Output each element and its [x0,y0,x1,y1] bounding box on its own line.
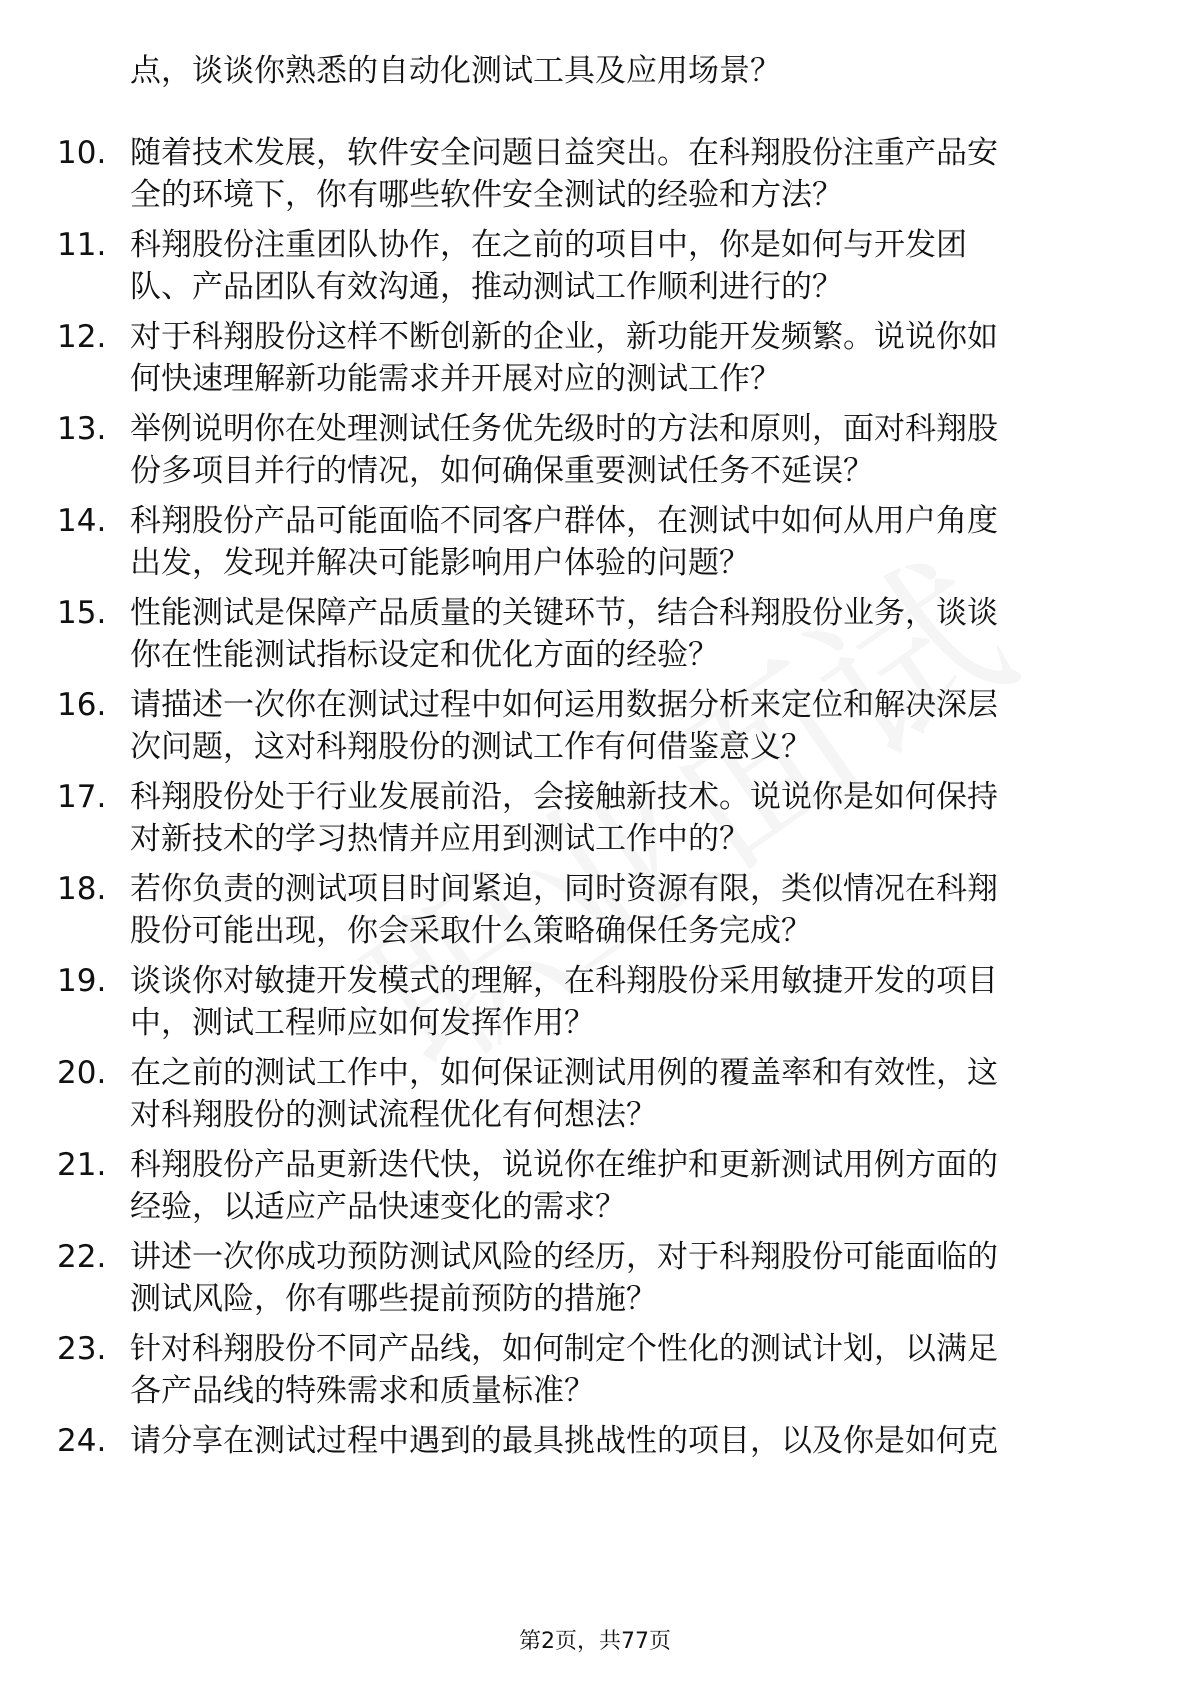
question-text [130,1052,1130,1136]
question-text-line: 请分享在测试过程中遇到的最具挑战性的项目，以及你是如何克 [130,1423,998,1459]
question-item [0,960,1190,1052]
question-text-line: 科翔股份产品更新迭代快，说说你在维护和更新测试用例方面的 [130,1147,998,1183]
question-number: 15. [57,595,107,631]
question-list [0,132,1190,1512]
question-text-line: 科翔股份处于行业发展前沿，会接触新技术。说说你是如何保持 [130,779,998,815]
question-text-line: 中，测试工程师应如何发挥作用？ [130,1005,595,1041]
question-item [0,868,1190,960]
question-text-line: 针对科翔股份不同产品线，如何制定个性化的测试计划，以满足 [130,1331,998,1367]
question-number: 24. [57,1423,107,1459]
question-item [0,1328,1190,1420]
question-text-line: 队、产品团队有效沟通，推动测试工作顺利进行的？ [130,269,843,305]
question-text [130,684,1130,768]
question-number: 18. [57,871,107,907]
question-item [0,592,1190,684]
question-text-line: 科翔股份注重团队协作，在之前的项目中，你是如何与开发团 [130,227,967,263]
question-text [130,132,1130,216]
question-text-line: 全的环境下，你有哪些软件安全测试的经验和方法？ [130,177,843,213]
question-text-line: 测试风险，你有哪些提前预防的措施？ [130,1281,657,1317]
question-text [130,1144,1130,1228]
question-number: 17. [57,779,107,815]
question-number: 20. [57,1055,107,1091]
question-text [130,868,1130,952]
question-text-line: 对于科翔股份这样不断创新的企业，新功能开发频繁。说说你如 [130,319,998,355]
question-item [0,1144,1190,1236]
question-text-line: 若你负责的测试项目时间紧迫，同时资源有限，类似情况在科翔 [130,871,998,907]
question-number: 19. [57,963,107,999]
question-item [0,408,1190,500]
question-item [0,1236,1190,1328]
question-text-line: 讲述一次你成功预防测试风险的经历，对于科翔股份可能面临的 [130,1239,998,1275]
question-text [130,1236,1130,1320]
question-number: 13. [57,411,107,447]
question-item [0,776,1190,868]
question-item [0,684,1190,776]
question-text-line: 谈谈你对敏捷开发模式的理解，在科翔股份采用敏捷开发的项目 [130,963,998,999]
question-text [130,316,1130,400]
question-text-line: 股份可能出现，你会采取什么策略确保任务完成？ [130,913,812,949]
question-text [130,224,1130,308]
question-number: 21. [57,1147,107,1183]
question-text-line: 在之前的测试工作中，如何保证测试用例的覆盖率和有效性，这 [130,1055,998,1091]
question-text [130,776,1130,860]
question-text-line: 请描述一次你在测试过程中如何运用数据分析来定位和解决深层 [130,687,998,723]
question-text-line: 出发，发现并解决可能影响用户体验的问题？ [130,545,750,581]
question-number: 16. [57,687,107,723]
question-text-line: 各产品线的特殊需求和质量标准？ [130,1373,595,1409]
question-text-line: 经验，以适应产品快速变化的需求？ [130,1189,626,1225]
question-number: 10. [57,135,107,171]
question-text-line: 举例说明你在处理测试任务优先级时的方法和原则，面对科翔股 [130,411,998,447]
page-footer: 第2页，共77页 [519,1629,671,1654]
question-text [130,1328,1130,1412]
question-text-line: 你在性能测试指标设定和优化方面的经验？ [130,637,719,673]
question-text [130,500,1130,584]
question-item [0,1420,1190,1512]
question-text-line: 何快速理解新功能需求并开展对应的测试工作？ [130,361,781,397]
question-text-line: 对科翔股份的测试流程优化有何想法？ [130,1097,657,1133]
question-number: 14. [57,503,107,539]
question-number: 23. [57,1331,107,1367]
question-item [0,500,1190,592]
question-text [130,1420,1130,1462]
question-text-line: 份多项目并行的情况，如何确保重要测试任务不延误？ [130,453,874,489]
question-item [0,1052,1190,1144]
question-item [0,132,1190,224]
question-number: 11. [57,227,107,263]
question-item [0,316,1190,408]
continuation-line: 点，谈谈你熟悉的自动化测试工具及应用场景？ [130,53,781,89]
question-text [130,408,1130,492]
question-text-line: 随着技术发展，软件安全问题日益突出。在科翔股份注重产品安 [130,135,998,171]
question-text-line: 对新技术的学习热情并应用到测试工作中的？ [130,821,750,857]
question-number: 12. [57,319,107,355]
question-text-line: 次问题，这对科翔股份的测试工作有何借鉴意义？ [130,729,812,765]
question-item [0,224,1190,316]
question-number: 22. [57,1239,107,1275]
question-text [130,960,1130,1044]
question-text-line: 性能测试是保障产品质量的关键环节，结合科翔股份业务，谈谈 [130,595,998,631]
question-text [130,592,1130,676]
question-text-line: 科翔股份产品可能面临不同客户群体，在测试中如何从用户角度 [130,503,998,539]
